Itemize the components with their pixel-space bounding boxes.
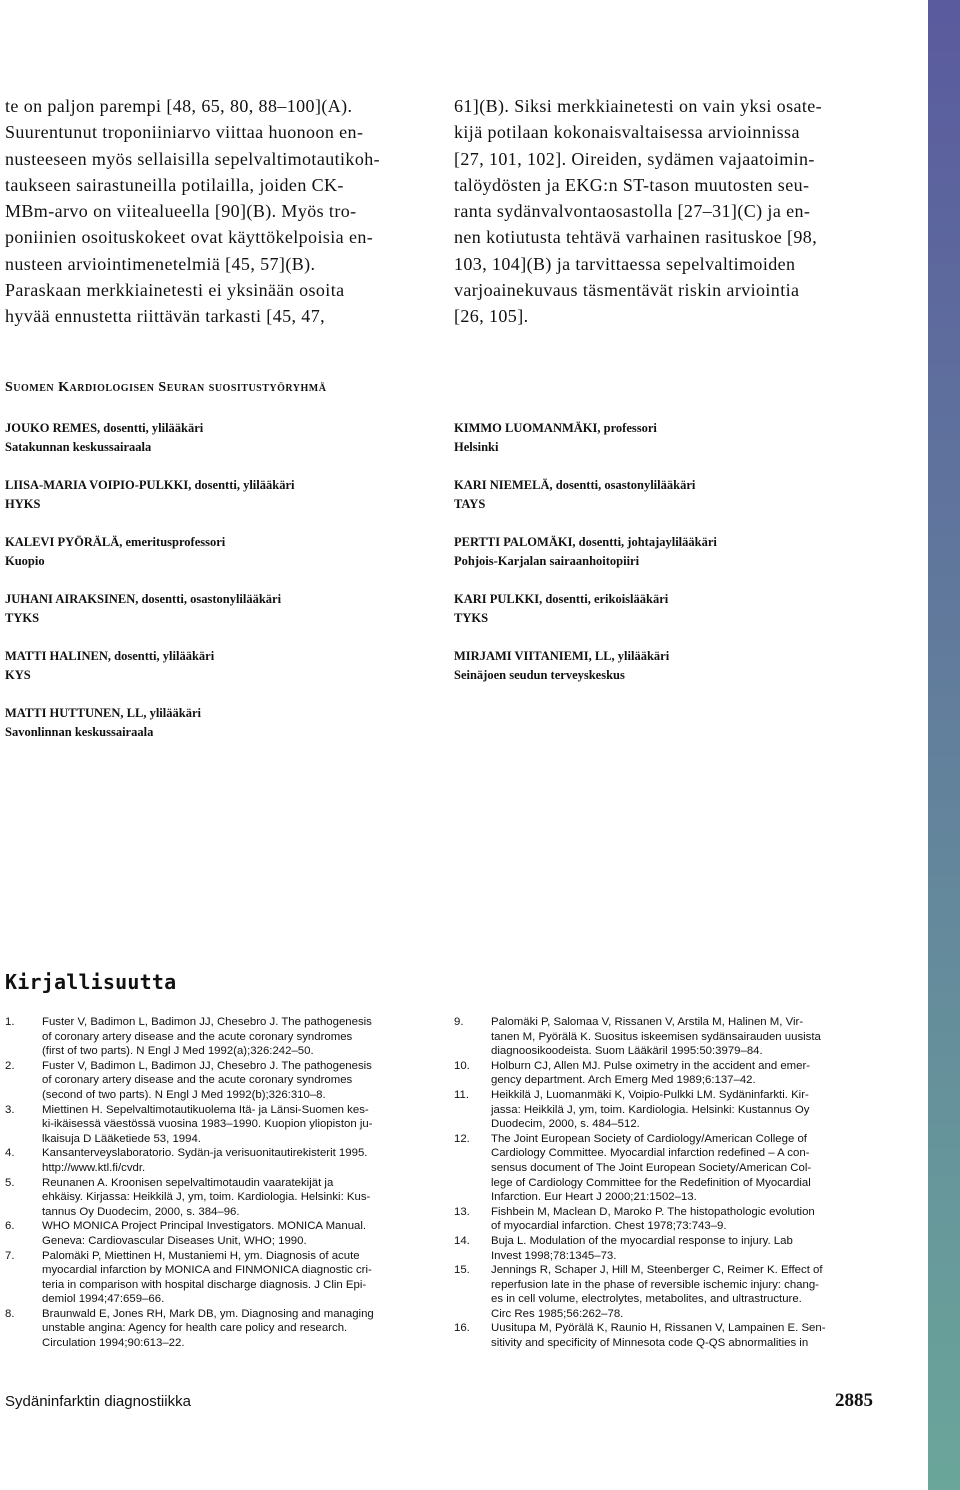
reference-text: Palomäki P, Miettinen H, Mustaniemi H, ym. Diagnosis of acute myocardial infarction by MONICA and FINMONICA diagnostic cri- teria in comparison with hospital discharge diagnosis. J Clin Epi- demiol 1994;47:659–66. (42, 1249, 372, 1306)
reference-item (5, 1103, 430, 1147)
reference-text: Kansanterveyslaboratorio. Sydän-ja verisuonitautirekisterit 1995. http://www.ktl.fi/cvdr. (42, 1147, 368, 1174)
references-list-right (454, 1015, 879, 1351)
reference-number: 1. (5, 1016, 15, 1028)
member-name: KALEVI PYÖRÄLÄ, emeritusprofessori (5, 535, 226, 549)
member-entry (5, 647, 435, 685)
reference-item (454, 1321, 879, 1350)
reference-number: 14. (454, 1234, 470, 1247)
member-name: MATTI HUTTUNEN, LL, ylilääkäri (5, 706, 201, 720)
body-paragraph-right: 61](B). Siksi merkkiainetesti on vain yksi osate- kijä potilaan kokonaisvaltaisessa arvioinnissa [27, 101, 102]. Oireiden, sydämen vajaatoimin- talöydösten ja EKG:n ST-tason muutosten seu- ranta sydänvalvontaosastolla [27–31](C) ja en- nen kotiutusta tehtävä varhainen rasituskoe [98, 103, 104](B) ja tarvittaessa sepelvaltimoiden varjoainekuvaus täsmentävät riskin arviointia [26, 105]. (454, 96, 823, 327)
body-paragraph-left: te on paljon parempi [48, 65, 80, 88–100](A). Suurentunut troponiiniarvo viittaa huonoon en- nusteeseen myös sellaisilla sepelvaltimotautikoh- taukseen sairastuneilla potilailla, joiden CK- MBm-arvo on viitealueella [90](B). Myös tro- poniinien osoituskokeet ovat käyttökelpoisia en- nusteen arviointimenetelmiä [45, 57](B). Paraskaan merkkiainetesti ei yksinään osoita hyvää ennustetta riittävän tarkasti [45, 47, (5, 96, 381, 327)
reference-item (5, 1059, 430, 1103)
reference-text: Reunanen A. Kroonisen sepelvaltimotaudin vaaratekijät ja ehkäisy. Kirjassa: Heikkilä J, ym, toim. Kardiologia. Helsinki: Kus- tannus Oy Duodecim, 2000, s. 384–96. (42, 1176, 371, 1218)
member-place: TYKS (454, 611, 489, 625)
member-name: JOUKO REMES, dosentti, ylilääkäri (5, 421, 204, 435)
reference-text: Palomäki P, Salomaa V, Rissanen V, Arstila M, Halinen M, Vir- tanen M, Pyörälä K. Suositus iskeemisen sydänsairauden uusista diagnoosikoodeista. Suom Lääkäril 1995:50:3979–84. (491, 1016, 821, 1058)
reference-number: 3. (5, 1103, 15, 1116)
member-entry (454, 647, 884, 685)
reference-item (454, 1015, 879, 1059)
member-entry (5, 590, 435, 628)
member-name: MIRJAMI VIITANIEMI, LL, ylilääkäri (454, 649, 670, 663)
body-text-right-column (454, 93, 880, 330)
reference-number: 4. (5, 1147, 15, 1160)
reference-item (5, 1176, 430, 1220)
member-place: TYKS (5, 611, 40, 625)
reference-number: 6. (5, 1220, 15, 1233)
reference-number: 8. (5, 1307, 15, 1320)
reference-number: 16. (454, 1322, 470, 1335)
member-place: TAYS (454, 497, 486, 511)
reference-item (5, 1307, 430, 1351)
member-name: JUHANI AIRAKSINEN, dosentti, osastonylilääkäri (5, 592, 282, 606)
reference-item (5, 1249, 430, 1307)
reference-text: Buja L. Modulation of the myocardial response to injury. Lab Invest 1998;78:1345–73. (491, 1234, 793, 1262)
member-name: KARI PULKKI, dosentti, erikoislääkäri (454, 592, 669, 606)
member-place: Satakunnan keskussairaala (5, 440, 152, 454)
member-entry (454, 419, 884, 457)
reference-text: Fishbein M, Maclean D, Maroko P. The histopathologic evolution of myocardial infarction. Chest 1978;73:743–9. (491, 1205, 815, 1233)
reference-item (5, 1146, 430, 1175)
reference-number: 5. (5, 1176, 15, 1189)
member-place: Kuopio (5, 554, 45, 568)
reference-item (454, 1234, 879, 1263)
reference-number: 2. (5, 1059, 15, 1072)
reference-text: Fuster V, Badimon L, Badimon JJ, Chesebro J. The pathogenesis of coronary artery disease and the acute coronary syndromes (second of two parts). N Engl J Med 1992(b);326:310–8. (42, 1059, 372, 1101)
member-place: Savonlinnan keskussairaala (5, 725, 154, 739)
reference-number: 15. (454, 1264, 470, 1277)
page-number: 2885 (835, 1390, 873, 1411)
reference-text: The Joint European Society of Cardiology/American College of Cardiology Committee. Myocardial infarction redefined – A con- sensus document of The Joint European Society/American Col- lege of Cardiology Committee for the Redefinition of Myocardial Infarction. Eur Heart J 2000;21:1502–13. (491, 1132, 812, 1204)
reference-item (454, 1059, 879, 1088)
member-name: KIMMO LUOMANMÄKI, professori (454, 421, 657, 435)
reference-item (5, 1015, 430, 1059)
reference-text: Heikkilä J, Luomanmäki K, Voipio-Pulkki LM. Sydäninfarkti. Kir- jassa: Heikkilä J, ym, toim. Kardiologia. Helsinki: Kustannus Oy Duodecim, 2000, s. 484–512. (491, 1088, 810, 1131)
running-footer-title: Sydäninfarktin diagnostiikka (5, 1393, 191, 1410)
member-entry (454, 476, 884, 514)
member-place: Pohjois-Karjalan sairaanhoitopiiri (454, 554, 640, 568)
reference-text: Miettinen H. Sepelvaltimotautikuolema Itä- ja Länsi-Suomen kes- ki-ikäisessä väestössä vuosina 1983–1990. Kuopion yliopiston ju- lkaisuja D Lääketiede 53, 1994. (42, 1103, 373, 1145)
decorative-sidebar-stripe (928, 0, 960, 1490)
references-list-left (5, 1015, 430, 1351)
reference-item (5, 1219, 430, 1248)
reference-item (454, 1132, 879, 1205)
references-heading: Kirjallisuutta (5, 970, 177, 994)
member-entry (5, 419, 435, 457)
reference-number: 7. (5, 1249, 15, 1262)
reference-number: 12. (454, 1132, 470, 1145)
member-name: LIISA-MARIA VOIPIO-PULKKI, dosentti, ylilääkäri (5, 478, 295, 492)
member-place: KYS (5, 668, 31, 682)
reference-text: Braunwald E, Jones RH, Mark DB, ym. Diagnosing and managing unstable angina: Agency for health care policy and research. Circulation 1994;90:613–22. (42, 1307, 374, 1350)
member-name: KARI NIEMELÄ, dosentti, osastonylilääkäri (454, 478, 696, 492)
member-entry (454, 533, 884, 571)
reference-number: 13. (454, 1205, 470, 1218)
member-entry (5, 476, 435, 514)
member-entry (454, 590, 884, 628)
member-place: Seinäjoen seudun terveyskeskus (454, 668, 625, 682)
member-entry (5, 533, 435, 571)
member-place: HYKS (5, 497, 41, 511)
member-name: PERTTI PALOMÄKI, dosentti, johtajaylilääkäri (454, 535, 717, 549)
reference-item (454, 1088, 879, 1132)
member-entry (5, 704, 435, 742)
reference-text: WHO MONICA Project Principal Investigators. MONICA Manual. Geneva: Cardiovascular Diseases Unit, WHO; 1990. (42, 1220, 367, 1247)
reference-number: 9. (454, 1016, 464, 1028)
reference-text: Fuster V, Badimon L, Badimon JJ, Chesebro J. The pathogenesis of coronary artery disease and the acute coronary syndromes (first of two parts). N Engl J Med 1992(a);326:242–50. (42, 1016, 372, 1058)
member-name: MATTI HALINEN, dosentti, ylilääkäri (5, 649, 215, 663)
reference-item (454, 1263, 879, 1321)
body-text-left-column (5, 93, 431, 330)
reference-number: 11. (454, 1088, 469, 1101)
reference-item (454, 1205, 879, 1234)
working-group-title: Suomen Kardiologisen Seuran suositustyöryhmä (5, 380, 327, 395)
reference-text: Uusitupa M, Pyörälä K, Raunio H, Rissanen V, Lampainen E. Sen- sitivity and specificity of Minnesota code Q-QS abnormalities in (491, 1322, 826, 1350)
reference-text: Jennings R, Schaper J, Hill M, Steenberger C, Reimer K. Effect of reperfusion late in the phase of reversible ischemic injury: chang- es in cell volume, electrolytes, metabolites, and ultrastructure. Circ Res 1985;56:262–78. (491, 1264, 823, 1320)
member-place: Helsinki (454, 440, 499, 454)
reference-text: Holburn CJ, Allen MJ. Pulse oximetry in the accident and emer- gency department. Arch Emerg Med 1989;6:137–42. (491, 1059, 811, 1087)
reference-number: 10. (454, 1059, 470, 1072)
